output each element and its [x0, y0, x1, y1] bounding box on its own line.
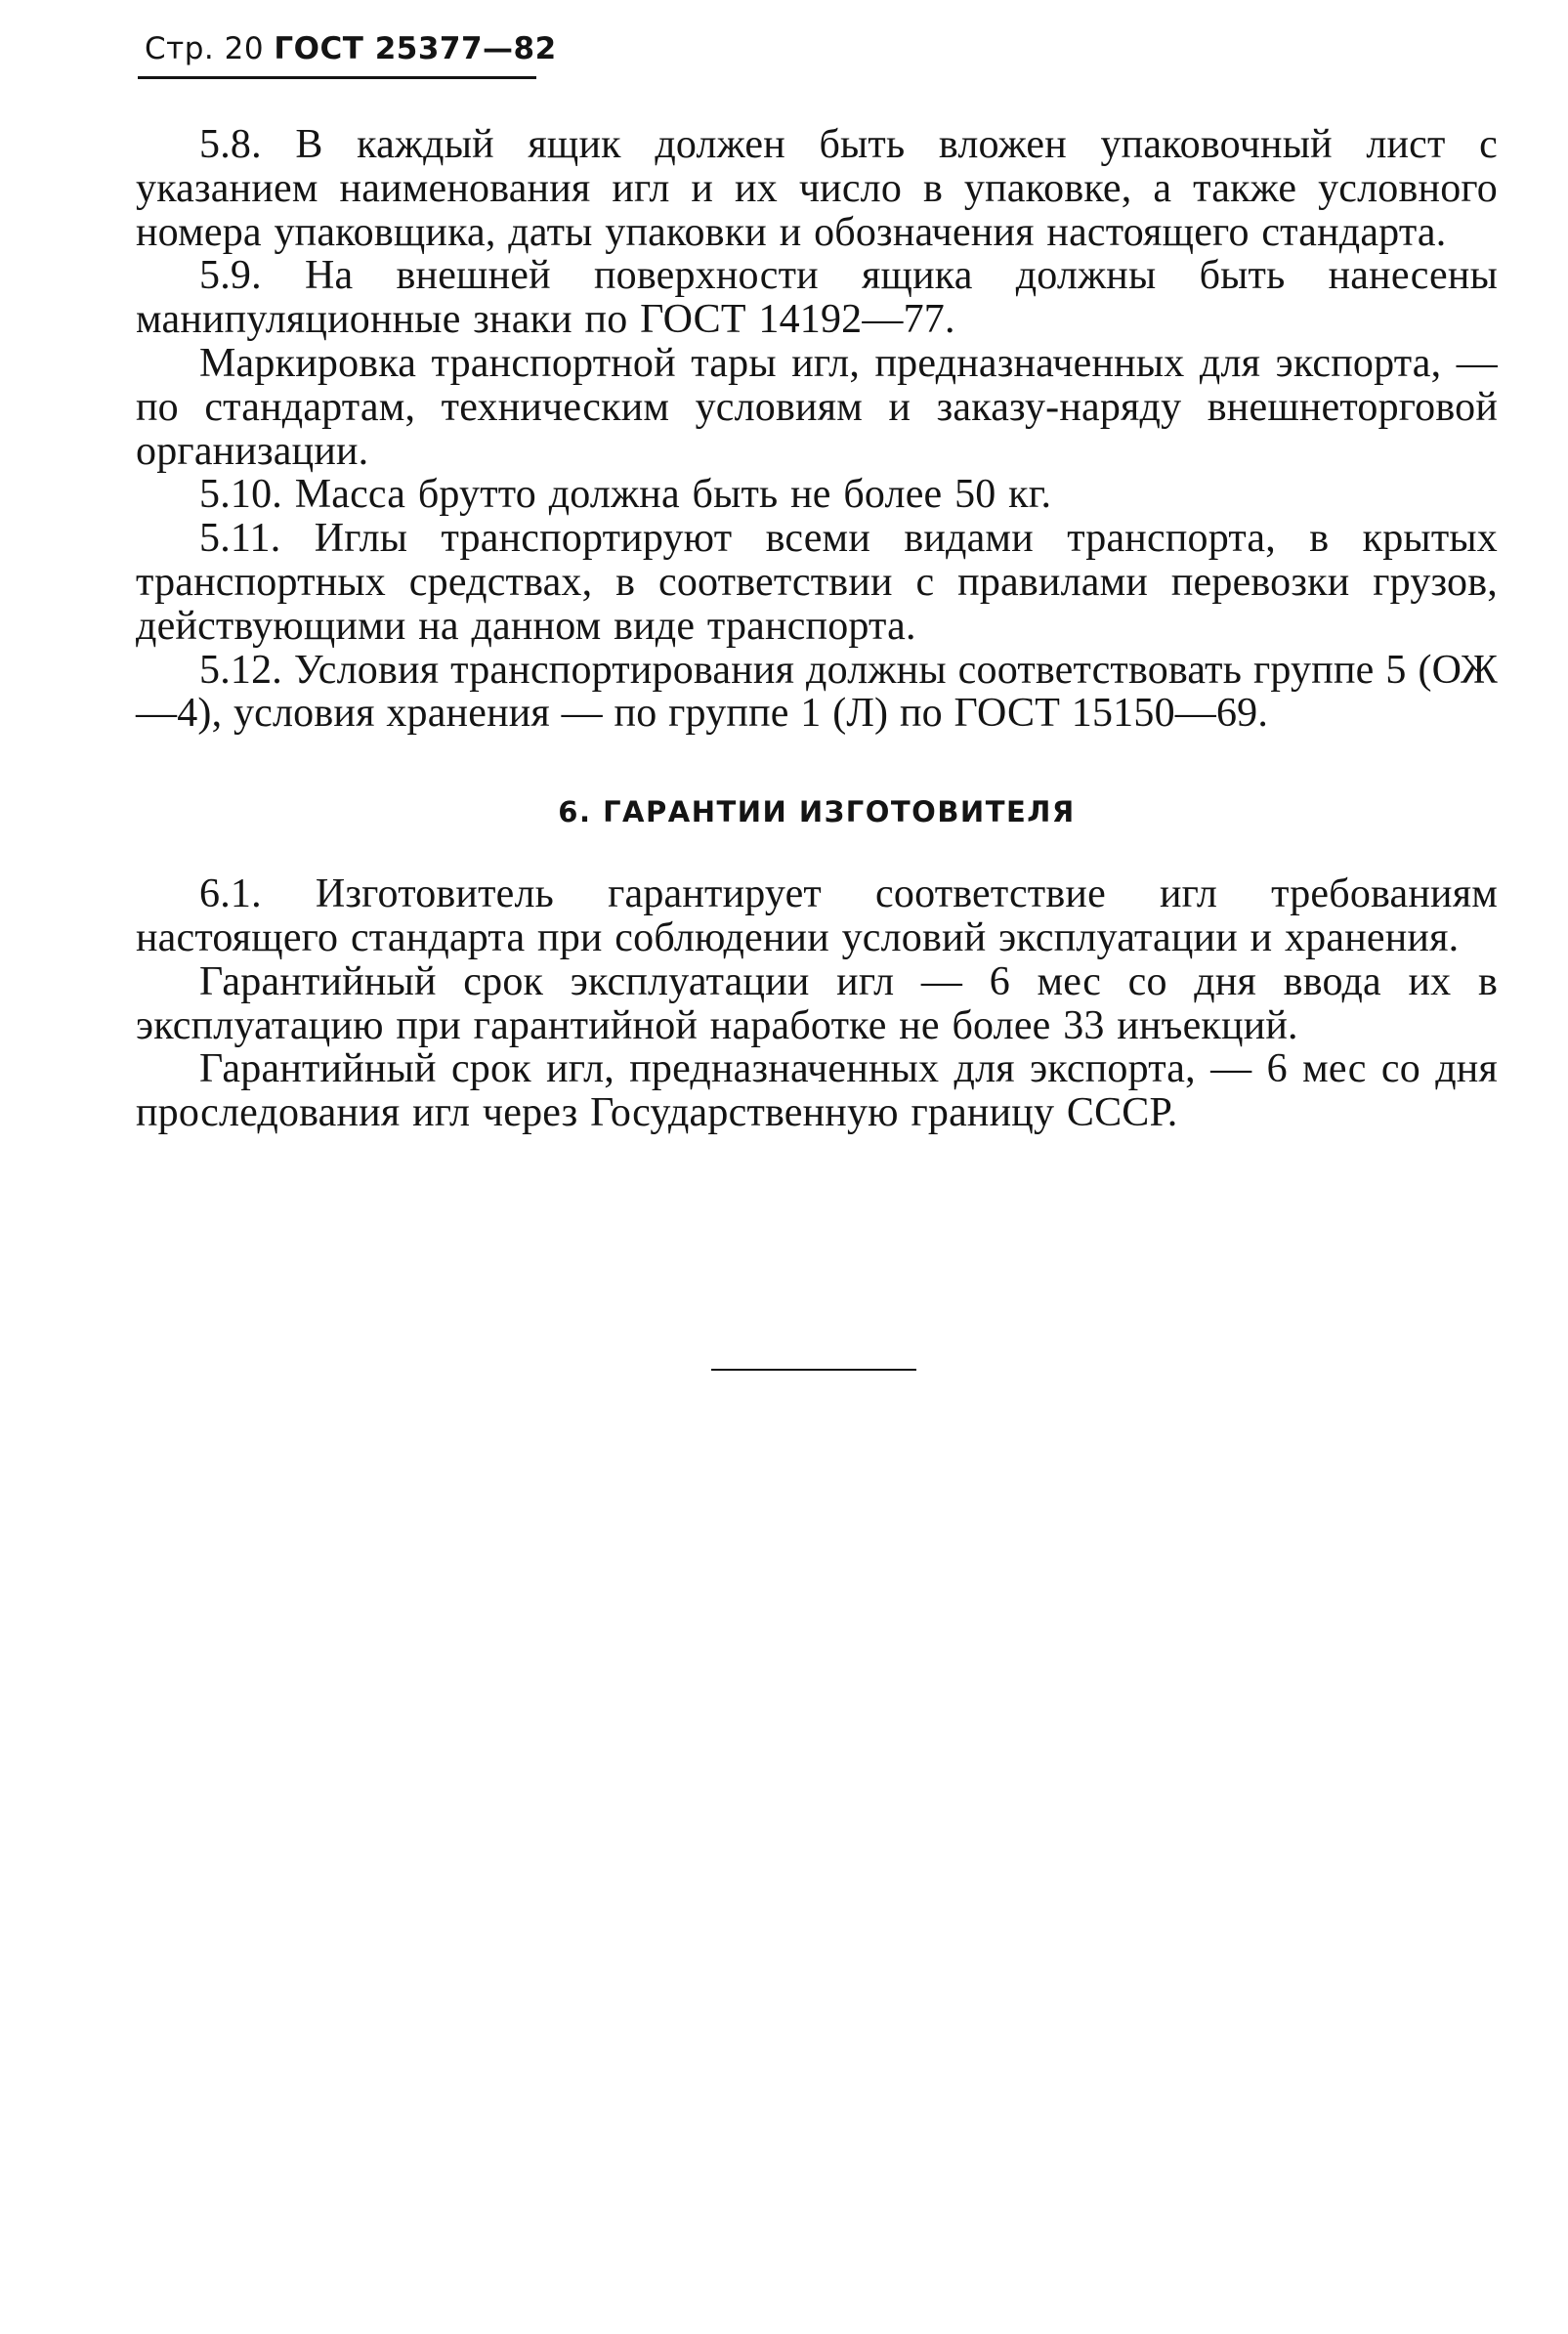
header-rule	[138, 76, 536, 79]
paragraph-export-marking: Маркировка транспортной тары игл, предназначенных для экспорта, — по стандартам, техническим условиям и заказу-наряду внешнеторговой организации.	[136, 340, 1498, 474]
paragraph-warranty-export: Гарантийный срок игл, предназначенных для экспорта, — 6 мес со дня проследования игл через Государственную границу СССР.	[136, 1046, 1498, 1136]
body-text	[136, 123, 1498, 1135]
end-rule	[711, 1369, 916, 1371]
paragraph-5-10: 5.10. Масса брутто должна быть не более 50 кг.	[199, 472, 1052, 518]
paragraph-5-12: 5.12. Условия транспортирования должны соответствовать группе 5 (ОЖ—4), условия хранения — по группе 1 (Л) по ГОСТ 15150—69.	[136, 647, 1498, 737]
running-head	[145, 29, 557, 68]
standard-designation: ГОСТ 25377—82	[274, 31, 557, 66]
paragraph-6-1: 6.1. Изготовитель гарантирует соответствие игл требованиям настоящего стандарта при соблюдении условий эксплуатации и хранения.	[136, 871, 1498, 960]
paragraph-warranty-operation: Гарантийный срок эксплуатации игл — 6 мес со дня ввода их в эксплуатацию при гарантийной наработке не более 33 инъекций.	[136, 958, 1498, 1048]
page-number: Стр. 20	[145, 31, 265, 66]
paragraph-5-11: 5.11. Иглы транспортируют всеми видами транспорта, в крытых транспортных средствах, в соответствии с правилами перевозки грузов, действующими на данном виде транспорта.	[136, 516, 1498, 649]
paragraph-5-9: 5.9. На внешней поверхности ящика должны быть нанесены манипуляционные знаки по ГОСТ 14192—77.	[136, 253, 1498, 343]
section-6-heading: 6. ГАРАНТИИ ИЗГОТОВИТЕЛЯ	[558, 795, 1076, 829]
paragraph-5-8: 5.8. В каждый ящик должен быть вложен упаковочный лист с указанием наименования игл и их число в упаковке, а также условного номера упаковщика, даты упаковки и обозначения настоящего стандарта.	[136, 122, 1498, 255]
